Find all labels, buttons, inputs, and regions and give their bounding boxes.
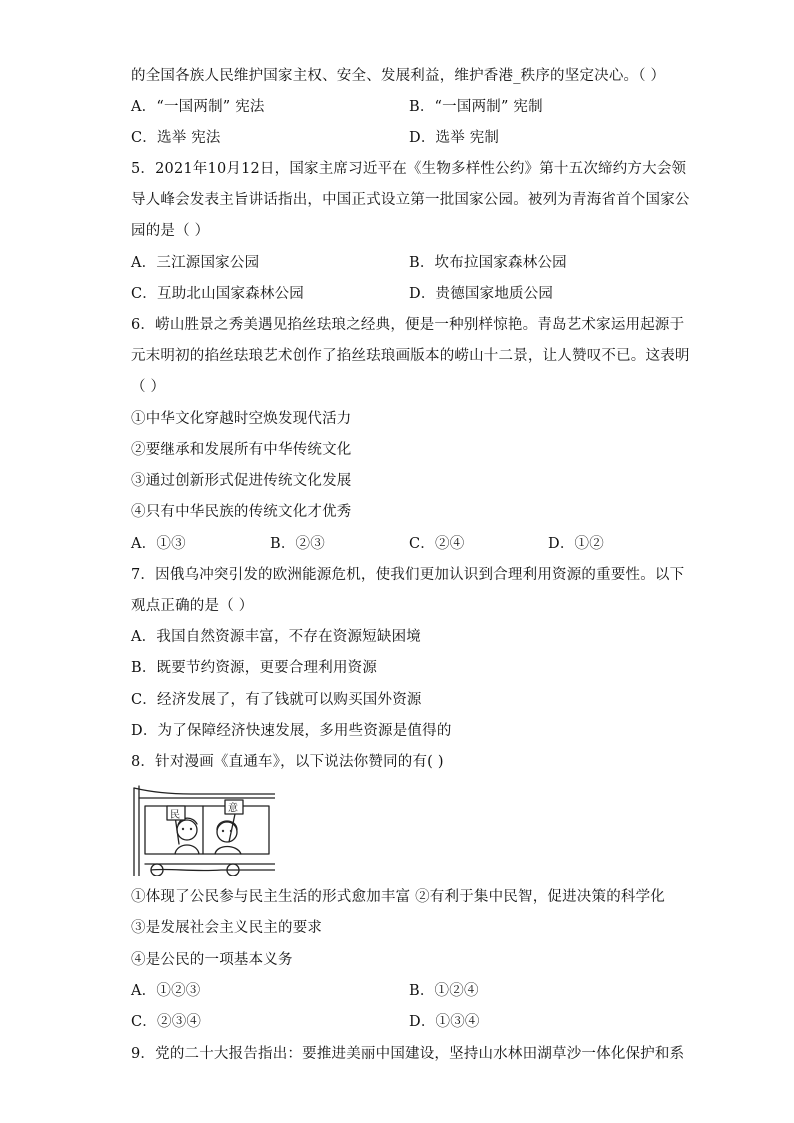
q5-stem-line1: 5．2021年10月12日，国家主席习近平在《生物多样性公约》第十五次缔约方大会领 [131,161,687,177]
q6-stem-line2: 元末明初的掐丝珐琅艺术创作了掐丝珐琅画版本的崂山十二景，让人赞叹不已。这表明 [131,348,690,364]
q7-option-d: D．为了保障经济快速发展，多用些资源是值得的 [131,723,452,739]
q4-continuation: 的全国各族人民维护国家主权、安全、发展利益，维护香港_秩序的坚定决心。（ ） [131,68,666,84]
q6-statement-4: ④只有中华民族的传统文化才优秀 [131,504,352,520]
q4-option-b: B．“一国两制” 宪制 [409,99,543,115]
q7-stem-line1: 7．因俄乌冲突引发的欧洲能源危机，使我们更加认识到合理利用资源的重要性。以下 [131,567,685,583]
q6-stem-line3: （ ） [131,379,166,395]
q8-option-c: C．②③④ [131,1014,202,1030]
q7-stem-line2: 观点正确的是（ ） [131,598,254,614]
q6-option-c: C．②④ [409,536,465,552]
q6-statement-1: ①中华文化穿越时空焕发现代活力 [131,411,352,427]
q4-option-c: C．选举 宪法 [131,130,221,146]
q6-option-a: A．①③ [131,536,186,552]
q8-option-a: A．①②③ [131,983,201,999]
q6-option-d: D．①② [548,536,604,552]
q5-option-d: D．贵德国家地质公园 [409,286,554,302]
q6-option-b: B．②③ [270,536,325,552]
q8-stem: 8．针对漫画《直通车》，以下说法你赞同的有( ) [131,754,444,770]
q8-option-d: D．①③④ [409,1014,480,1030]
q5-stem-line3: 园的是（ ） [131,223,210,239]
q6-stem-line1: 6．崂山胜景之秀美遇见掐丝珐琅之经典，便是一种别样惊艳。青岛艺术家运用起源于 [131,317,685,333]
q5-option-a: A．三江源国家公园 [131,255,260,271]
q5-option-b: B．坎布拉国家森林公园 [409,255,567,271]
cartoon-sign-min: 民 [170,810,180,821]
q7-option-a: A．我国自然资源丰富，不存在资源短缺困境 [131,629,421,645]
q7-option-b: B．既要节约资源，更要合理利用资源 [131,660,378,676]
q8-statement-3: ③是发展社会主义民主的要求 [131,920,323,936]
q4-option-a: A．“一国两制” 宪法 [131,99,265,115]
cartoon-through-train [131,784,275,876]
q8-option-b: B．①②④ [409,983,479,999]
q8-statement-4: ④是公民的一项基本义务 [131,952,293,968]
cartoon-sign-yi: 意 [228,803,238,814]
q7-option-c: C．经济发展了，有了钱就可以购买国外资源 [131,692,422,708]
q4-option-d: D．选举 宪制 [409,130,500,146]
q6-statement-3: ③通过创新形式促进传统文化发展 [131,473,352,489]
q9-stem-line1: 9．党的二十大报告指出：要推进美丽中国建设，坚持山水林田湖草沙一体化保护和系 [131,1046,685,1062]
q5-stem-line2: 导人峰会发表主旨讲话指出，中国正式设立第一批国家公园。被列为青海省首个国家公 [131,192,690,208]
q5-option-c: C．互助北山国家森林公园 [131,286,304,302]
q8-statement-1-2: ①体现了公民参与民主生活的形式愈加丰富 ②有利于集中民智，促进决策的科学化 [131,889,666,905]
q6-statement-2: ②要继承和发展所有中华传统文化 [131,442,352,458]
